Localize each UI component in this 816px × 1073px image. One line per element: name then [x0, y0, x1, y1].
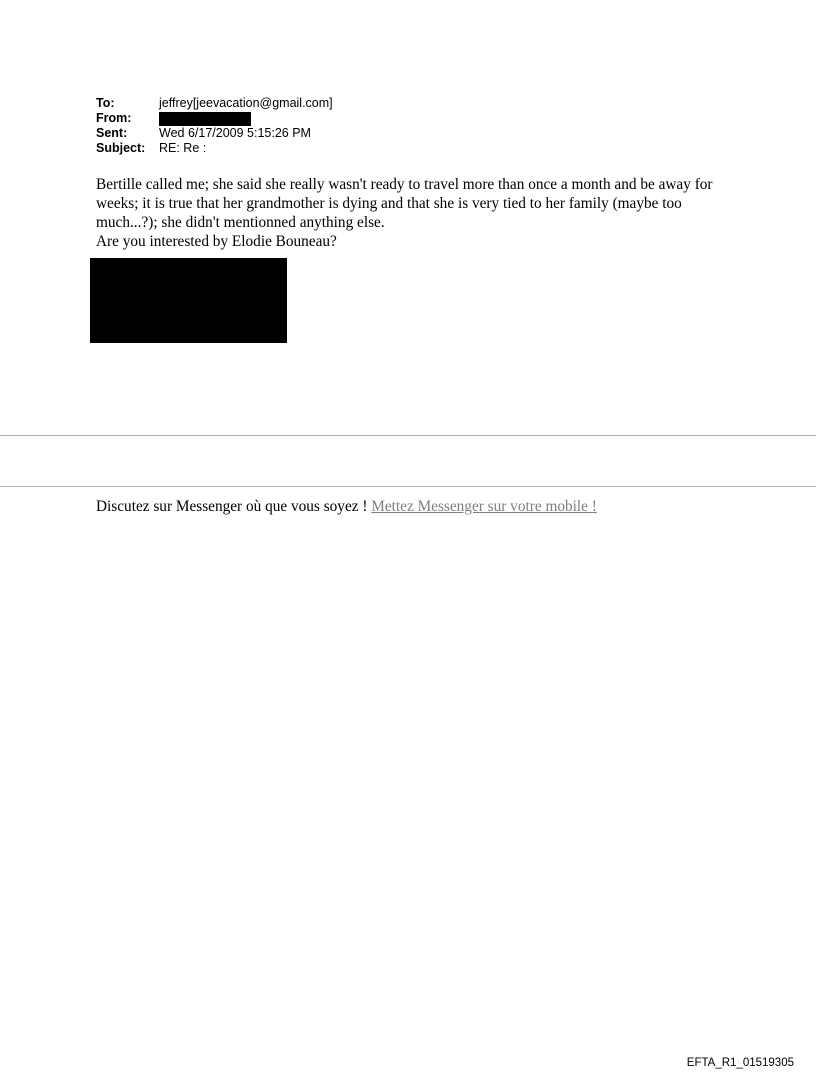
sent-value: Wed 6/17/2009 5:15:26 PM	[159, 126, 311, 140]
messenger-footer	[96, 497, 597, 516]
signature-redaction	[90, 258, 287, 343]
to-label: To:	[96, 96, 115, 110]
from-label: From:	[96, 111, 132, 125]
email-header	[96, 96, 333, 156]
divider-bottom	[0, 486, 816, 487]
body-paragraph: Bertille called me; she said she really wasn't ready to travel more than once a month and be away for weeks; it is true that her grandmother is dying and that she is very tied to her family (maybe too much...?); she didn't mentionned anything else.	[96, 176, 713, 231]
to-row	[96, 96, 333, 111]
footer-text: Discutez sur Messenger où que vous soyez !	[96, 498, 372, 515]
sent-row	[96, 126, 333, 141]
messenger-mobile-link[interactable]: Mettez Messenger sur votre mobile !	[371, 498, 597, 515]
body-question: Are you interested by Elodie Bouneau?	[96, 233, 337, 250]
from-row	[96, 111, 333, 126]
to-value: jeffrey[jeevacation@gmail.com]	[159, 96, 333, 110]
subject-label: Subject:	[96, 141, 146, 155]
sent-label: Sent:	[96, 126, 128, 140]
divider-top	[0, 435, 816, 436]
subject-row	[96, 141, 333, 156]
subject-value: RE: Re :	[159, 141, 207, 155]
email-body	[96, 175, 736, 251]
from-redaction	[159, 112, 251, 126]
document-id: EFTA_R1_01519305	[686, 1057, 794, 1069]
